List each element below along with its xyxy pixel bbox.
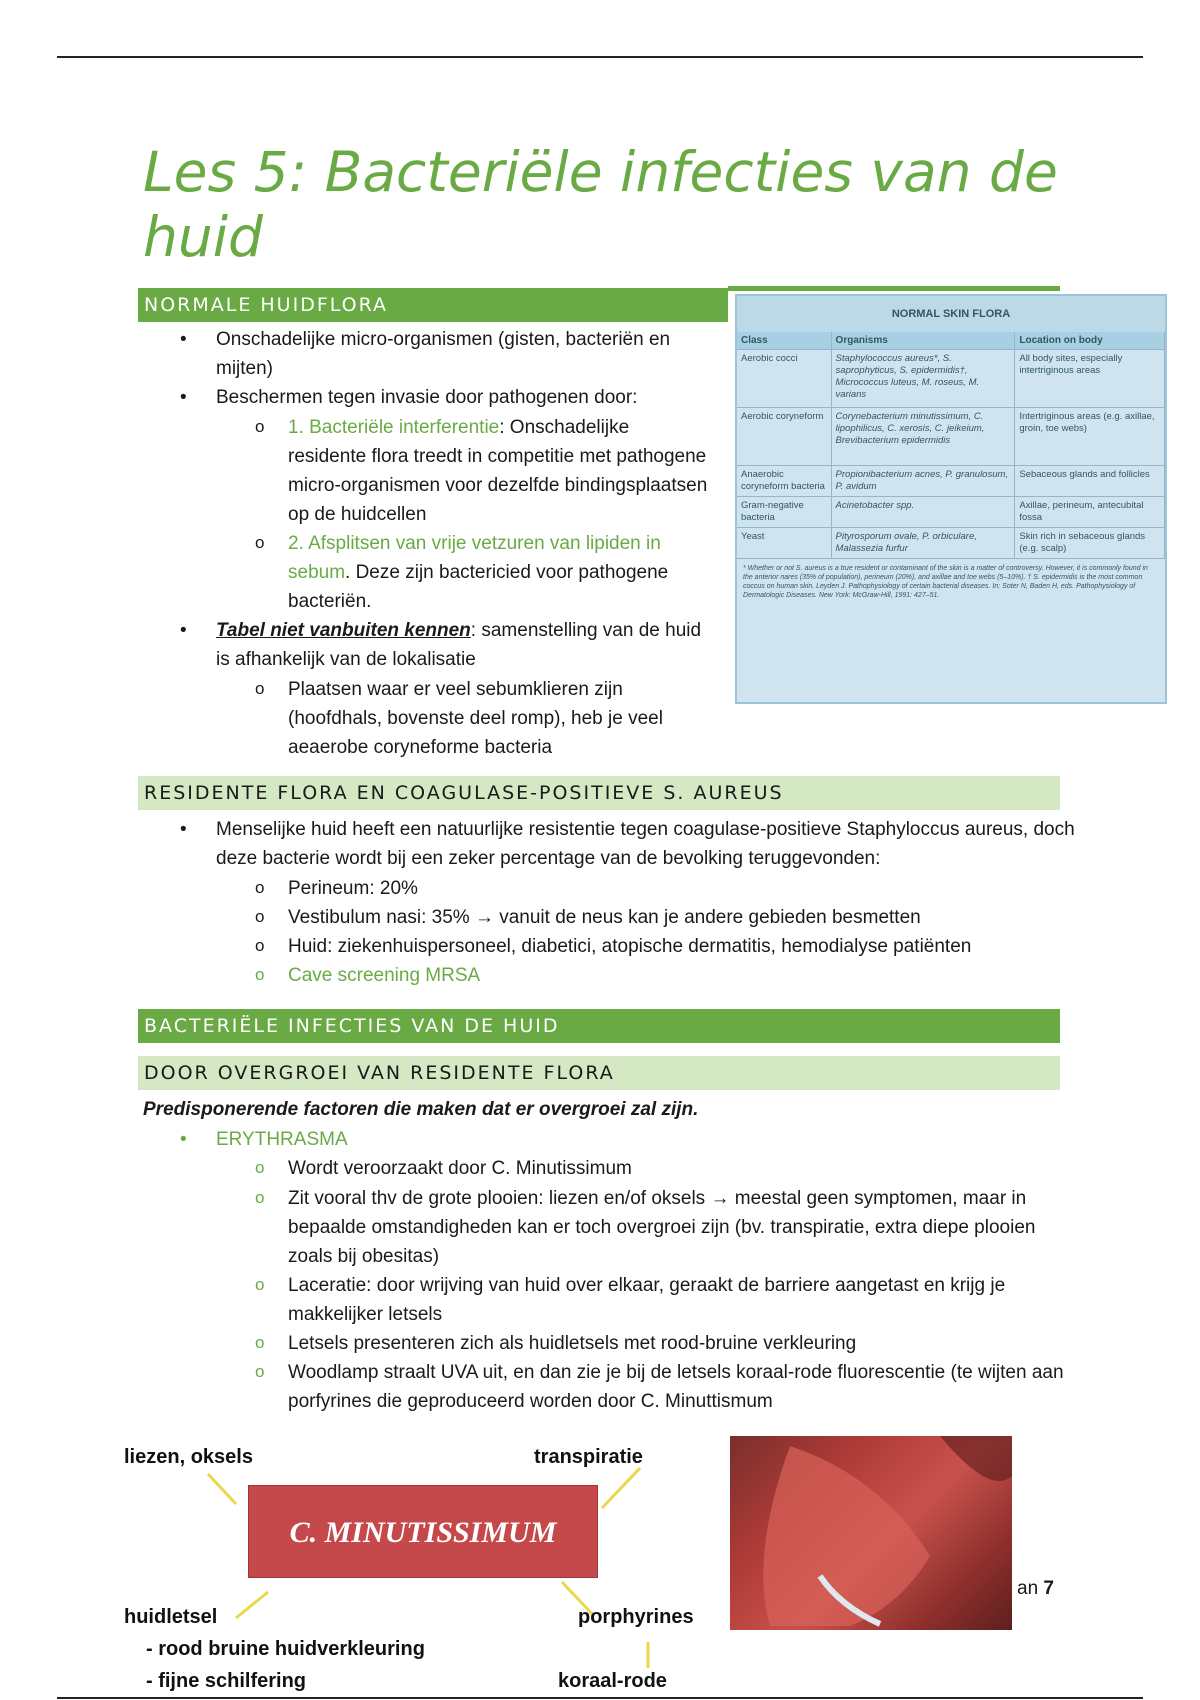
table-header: Location on body bbox=[1015, 332, 1165, 350]
list-item: o Zit vooral thv de grote plooien: liezen en/of oksels → meestal geen symptomen, maar in bepaalde omstandigheden kan er toch overgroei zijn (bv. transpiratie, extra diepe plooien zoals bij obesitas) bbox=[288, 1184, 1068, 1271]
section-heading-residente-flora: RESIDENTE FLORA EN COAGULASE-POSITIEVE S. AUREUS bbox=[138, 776, 1060, 810]
diagram-label-liezen-oksels: liezen, oksels bbox=[124, 1446, 253, 1468]
diagram-label-koraal-rode: koraal-rode bbox=[558, 1670, 667, 1692]
subsection-heading-overgroei: DOOR OVERGROEI VAN RESIDENTE FLORA bbox=[138, 1056, 1060, 1090]
page-number-fragment: an 7 bbox=[1017, 1578, 1054, 1599]
table-row: Aerobic cocci Staphylococcus aureus*, S. saprophyticus, S. epidermidis†, Micrococcus luteus, M. roseus, M. varians All body sites, especially intertriginous areas bbox=[737, 350, 1165, 408]
list-item: o 2. Afsplitsen van vrije vetzuren van lipiden in sebum. Deze zijn bactericied voor pathogene bacteriën. bbox=[288, 529, 720, 616]
list-item: o Vestibulum nasi: 35% → vanuit de neus kan je andere gebieden besmetten bbox=[288, 903, 1068, 932]
table-footnote: * Whether or not S. aureus is a true resident or contaminant of the skin is a matter of controversy. However, it is commonly found in the anterior nares (35% of population), perineum (20%), and axillae and toe webs (5–10%). † S. epidermidis is the most common coccus on human skin. Leyden J. Pathophysiology of certain bacterial diseases. In: Soter N, Baden H, eds. Pathophysiology of Dermatologic Diseases. New York: McGraw-Hill, 1991: 427–51. bbox=[737, 558, 1165, 605]
erythrasma-photo bbox=[730, 1436, 1012, 1630]
diagram-sub-label: - fijne schilfering bbox=[146, 1670, 307, 1692]
list-item: o 1. Bacteriële interferentie: Onschadelijke residente flora treedt in competitie met pathogene micro-organismen voor dezelfde bindingsplaatsen op de huidcellen bbox=[288, 413, 708, 529]
diagram-center-box: C. MINUTISSIMUM bbox=[248, 1485, 598, 1578]
table-header: Class bbox=[737, 332, 831, 350]
list-item: • Beschermen tegen invasie door pathogenen door: bbox=[216, 383, 706, 412]
list-item: o Cave screening MRSA bbox=[288, 961, 1068, 990]
connector-line bbox=[602, 1468, 640, 1508]
table-row: Aerobic coryneform Corynebacterium minutissimum, C. lipophilicus, C. xerosis, C. jeikeium, Brevibacterium epidermidis Intertriginous areas (e.g. axillae, groin, toe webs) bbox=[737, 408, 1165, 466]
table-header: Organisms bbox=[831, 332, 1015, 350]
list-item: o Huid: ziekenhuispersoneel, diabetici, atopische dermatitis, hemodialyse patiënten bbox=[288, 932, 1068, 961]
list-item: o Plaatsen waar er veel sebumklieren zijn (hoofdhals, bovenste deel romp), heb je veel aeaerobe coryneforme bacteria bbox=[288, 675, 708, 762]
connector-line bbox=[236, 1592, 268, 1618]
diagram-sub-label: - rood bruine huidverkleuring bbox=[146, 1638, 425, 1660]
intro-text: Predisponerende factoren die maken dat er overgroei zal zijn. bbox=[143, 1099, 699, 1120]
connector-line bbox=[208, 1474, 236, 1504]
page-title: Les 5: Bacteriële infecties van de huid bbox=[143, 140, 1058, 269]
list-item: o Perineum: 20% bbox=[288, 874, 1068, 903]
highlight-term: 2. Afsplitsen van vrije vetzuren van lipiden in sebum bbox=[288, 533, 661, 583]
highlight-term: 1. Bacteriële interferentie bbox=[288, 417, 500, 438]
section-heading-bacteriele-infecties: BACTERIËLE INFECTIES VAN DE HUID bbox=[138, 1009, 1060, 1043]
list-item-erythrasma: • ERYTHRASMA bbox=[216, 1125, 616, 1154]
list-item: o Laceratie: door wrijving van huid over elkaar, geraakt de barriere aangetast en krijg je makkelijker letsels bbox=[288, 1271, 1068, 1329]
list-item: • Menselijke huid heeft een natuurlijke resistentie tegen coagulase-positieve Staphyloccus aureus, doch deze bacterie wordt bij een zeker percentage van de bevolking teruggevonden: bbox=[216, 815, 1076, 873]
table-row: Yeast Pityrosporum ovale, P. orbiculare, Malassezia furfur Skin rich in sebaceous glands (e.g. scalp) bbox=[737, 528, 1165, 559]
emphasis-note: Tabel niet vanbuiten kennen bbox=[216, 620, 471, 641]
list-item: o Letsels presenteren zich als huidletsels met rood-bruine verkleuring bbox=[288, 1329, 1068, 1358]
table-row: Gram-negative bacteria Acinetobacter spp. Axillae, perineum, antecubital fossa bbox=[737, 497, 1165, 528]
list-item: • Onschadelijke micro-organismen (gisten, bacteriën en mijten) bbox=[216, 325, 706, 383]
diagram-label-huidletsel: huidletsel bbox=[124, 1606, 218, 1628]
photo-drawing bbox=[730, 1436, 1012, 1630]
list-item: • Tabel niet vanbuiten kennen: samenstelling van de huid is afhankelijk van de lokalisatie bbox=[216, 616, 706, 674]
diagram-label-transpiratie: transpiratie bbox=[534, 1446, 643, 1468]
table-title: NORMAL SKIN FLORA bbox=[737, 296, 1165, 332]
table-row: Anaerobic coryneform bacteria Propionibacterium acnes, P. granulosum, P. avidum Sebaceous glands and follicles bbox=[737, 466, 1165, 497]
section-heading-normale-huidflora: NORMALE HUIDFLORA bbox=[138, 288, 728, 322]
bottom-rule bbox=[57, 1697, 1143, 1699]
diagram-label-porphyrines: porphyrines bbox=[578, 1606, 694, 1628]
list-item: o Woodlamp straalt UVA uit, en dan zie je bij de letsels koraal-rode fluorescentie (te wijten aan porfyrines die geproduceerd worden door C. Minuttismum bbox=[288, 1358, 1068, 1416]
list-item: o Wordt veroorzaakt door C. Minutissimum bbox=[288, 1154, 1068, 1183]
